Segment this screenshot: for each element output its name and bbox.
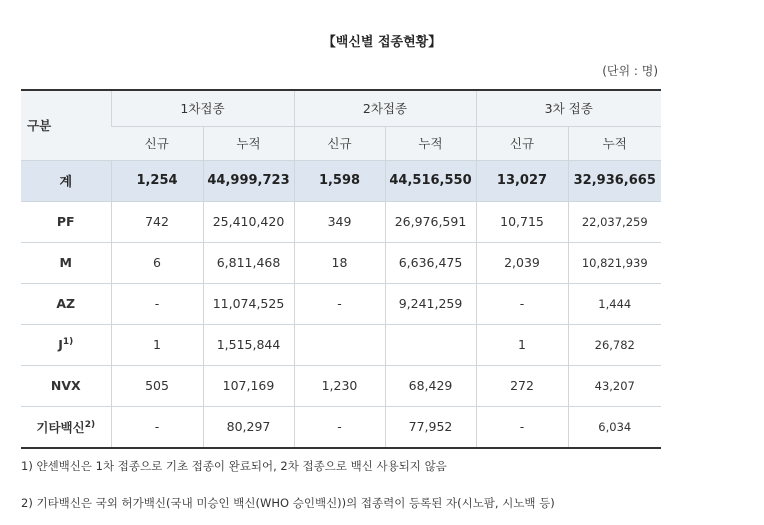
cell-dose2-new: 18: [294, 242, 385, 283]
footnote-2: 2) 기타백신은 국외 허가백신(국내 미승인 백신(WHO 승인백신))의 접종력이 등록된 자(시노팜, 시노백 등): [21, 496, 555, 510]
table-row-pf: [21, 201, 661, 242]
cell-dose2-new: -: [294, 406, 385, 448]
cell-dose3-cumulative: 43,207: [568, 365, 661, 406]
cell-dose1-cumulative: 6,811,468: [203, 242, 294, 283]
cell-dose3-cumulative: 22,037,259: [568, 201, 661, 242]
cell-dose3-cumulative: 1,444: [568, 283, 661, 324]
cell-dose3-new: -: [476, 406, 568, 448]
cell-dose3-cumulative: 32,936,665: [568, 160, 661, 201]
cell-dose2-new: [294, 324, 385, 365]
cell-dose2-cumulative: [385, 324, 476, 365]
table-row-total: [21, 160, 661, 201]
footnote-ref: 2): [84, 419, 96, 430]
cell-dose1-cumulative: 80,297: [203, 406, 294, 448]
header-category: 구분: [21, 90, 111, 160]
cell-dose1-new: 6: [111, 242, 203, 283]
cell-dose2-cumulative: 9,241,259: [385, 283, 476, 324]
cell-dose1-cumulative: 25,410,420: [203, 201, 294, 242]
cell-dose1-new: 1: [111, 324, 203, 365]
row-label: 계: [21, 160, 111, 201]
cell-dose1-cumulative: 1,515,844: [203, 324, 294, 365]
header-dose1-new: 신규: [111, 126, 203, 160]
cell-dose3-new: 1: [476, 324, 568, 365]
cell-dose3-new: 13,027: [476, 160, 568, 201]
row-label-cell: [21, 324, 111, 365]
table-title: 【백신별 접종현황】: [322, 35, 442, 50]
cell-dose1-new: 505: [111, 365, 203, 406]
cell-dose3-new: -: [476, 283, 568, 324]
cell-dose3-new: 2,039: [476, 242, 568, 283]
header-dose2-cumulative: 누적: [385, 126, 476, 160]
cell-dose1-new: 1,254: [111, 160, 203, 201]
cell-dose2-new: 349: [294, 201, 385, 242]
unit-label: (단위 : 명): [602, 64, 658, 78]
header-dose1-cumulative: 누적: [203, 126, 294, 160]
cell-dose2-cumulative: 68,429: [385, 365, 476, 406]
table-row-nvx: [21, 365, 661, 406]
cell-dose1-cumulative: 11,074,525: [203, 283, 294, 324]
footnote-1: 1) 얀센백신은 1차 접종으로 기초 접종이 완료되어, 2차 접종으로 백신 사용되지 않음: [21, 459, 447, 473]
cell-dose2-cumulative: 77,952: [385, 406, 476, 448]
row-label: AZ: [21, 283, 111, 324]
header-dose1: 1차접종: [111, 90, 294, 126]
cell-dose3-new: 272: [476, 365, 568, 406]
cell-dose2-cumulative: 26,976,591: [385, 201, 476, 242]
cell-dose3-cumulative: 10,821,939: [568, 242, 661, 283]
header-dose3-new: 신규: [476, 126, 568, 160]
row-label: PF: [21, 201, 111, 242]
row-label: NVX: [21, 365, 111, 406]
cell-dose2-new: -: [294, 283, 385, 324]
cell-dose2-new: 1,598: [294, 160, 385, 201]
cell-dose1-new: -: [111, 283, 203, 324]
cell-dose2-cumulative: 44,516,550: [385, 160, 476, 201]
cell-dose2-new: 1,230: [294, 365, 385, 406]
vaccination-table: [21, 89, 661, 449]
row-label-cell: [21, 406, 111, 448]
table-row-az: [21, 283, 661, 324]
table-row-m: [21, 242, 661, 283]
header-dose2: 2차접종: [294, 90, 476, 126]
table-row-other: [21, 406, 661, 448]
cell-dose2-cumulative: 6,636,475: [385, 242, 476, 283]
header-dose3: 3차 접종: [476, 90, 661, 126]
row-label: M: [21, 242, 111, 283]
header-dose2-new: 신규: [294, 126, 385, 160]
cell-dose1-cumulative: 44,999,723: [203, 160, 294, 201]
cell-dose3-new: 10,715: [476, 201, 568, 242]
cell-dose1-new: 742: [111, 201, 203, 242]
table-row-j: [21, 324, 661, 365]
cell-dose1-cumulative: 107,169: [203, 365, 294, 406]
header-dose3-cumulative: 누적: [568, 126, 661, 160]
row-label: J: [58, 337, 63, 352]
cell-dose3-cumulative: 6,034: [568, 406, 661, 448]
cell-dose1-new: -: [111, 406, 203, 448]
cell-dose3-cumulative: 26,782: [568, 324, 661, 365]
row-label: 기타백신: [36, 419, 85, 435]
footnote-ref: 1): [62, 337, 74, 347]
